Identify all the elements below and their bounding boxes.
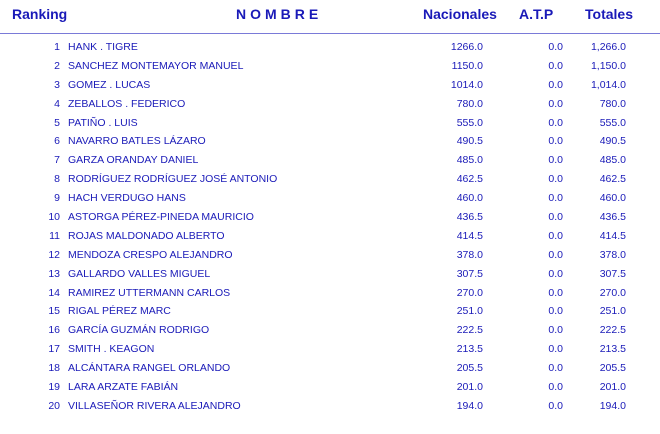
totales-cell: 780.0 — [599, 97, 626, 110]
atp-cell: 0.0 — [548, 381, 563, 394]
atp-cell: 0.0 — [548, 267, 563, 280]
rank-cell: 4 — [54, 97, 60, 110]
player-name-cell: SMITH . KEAGON — [68, 343, 155, 356]
nacionales-cell: 414.5 — [456, 229, 483, 242]
rank-cell: 15 — [48, 305, 60, 318]
nacionales-cell: 436.5 — [456, 211, 483, 224]
player-name-cell: LARA ARZATE FABIÁN — [68, 381, 179, 394]
nacionales-cell: 1150.0 — [451, 59, 483, 72]
table-row — [0, 114, 660, 133]
atp-cell: 0.0 — [548, 154, 563, 167]
player-name-cell: HANK . TIGRE — [68, 41, 138, 53]
atp-cell: 0.0 — [548, 305, 563, 318]
rank-cell: 2 — [54, 59, 60, 72]
nacionales-cell: 270.0 — [456, 286, 483, 299]
atp-cell: 0.0 — [548, 97, 563, 110]
rank-cell: 16 — [48, 324, 60, 337]
player-name-cell: GALLARDO VALLES MIGUEL — [68, 267, 211, 280]
header-nacionales: Nacionales — [423, 6, 497, 22]
player-name-cell: ZEBALLOS . FEDERICO — [68, 97, 186, 110]
totales-cell: 414.5 — [599, 229, 626, 242]
rank-cell: 9 — [54, 192, 60, 205]
table-row — [0, 189, 660, 208]
nacionales-cell: 251.0 — [456, 305, 483, 318]
ranking-table-body — [0, 38, 660, 416]
atp-cell: 0.0 — [548, 211, 563, 224]
header-nombre: NOMBRE — [236, 6, 323, 22]
totales-cell: 490.5 — [599, 135, 626, 148]
table-row — [0, 359, 660, 378]
player-name-cell: VILLASEÑOR RIVERA ALEJANDRO — [68, 399, 241, 412]
rank-cell: 13 — [48, 267, 60, 280]
table-row — [0, 208, 660, 227]
totales-cell: 436.5 — [599, 211, 626, 224]
rank-cell: 14 — [48, 286, 60, 299]
rank-cell: 19 — [48, 381, 60, 394]
table-row — [0, 57, 660, 76]
nacionales-cell: 460.0 — [456, 192, 483, 205]
player-name-cell: GOMEZ . LUCAS — [68, 78, 151, 91]
table-row — [0, 246, 660, 265]
nacionales-cell: 555.0 — [456, 116, 483, 129]
nacionales-cell: 194.0 — [456, 399, 483, 412]
player-name-cell: RAMIREZ UTTERMANN CARLOS — [68, 286, 231, 299]
rank-cell: 12 — [48, 248, 60, 261]
table-row — [0, 95, 660, 114]
rank-cell: 7 — [54, 154, 60, 167]
totales-cell: 1,266.0 — [590, 41, 626, 53]
atp-cell: 0.0 — [548, 324, 563, 337]
table-row — [0, 284, 660, 303]
player-name-cell: SANCHEZ MONTEMAYOR MANUEL — [68, 59, 244, 72]
player-name-cell: ASTORGA PÉREZ-PINEDA MAURICIO — [68, 211, 254, 224]
table-row — [0, 38, 660, 57]
totales-cell: 1,150.0 — [590, 59, 626, 72]
atp-cell: 0.0 — [548, 78, 563, 91]
rank-cell: 6 — [54, 135, 60, 148]
totales-cell: 270.0 — [599, 286, 626, 299]
table-row — [0, 321, 660, 340]
ranking-table-header — [0, 0, 660, 34]
rank-cell: 3 — [54, 78, 60, 91]
table-row — [0, 170, 660, 189]
totales-cell: 213.5 — [599, 343, 626, 356]
table-row — [0, 302, 660, 321]
rank-cell: 17 — [48, 343, 60, 356]
table-row — [0, 397, 660, 416]
totales-cell: 555.0 — [599, 116, 626, 129]
atp-cell: 0.0 — [548, 41, 563, 53]
nacionales-cell: 1014.0 — [450, 78, 483, 91]
player-name-cell: RODRÍGUEZ RODRÍGUEZ JOSÉ ANTONIO — [68, 173, 278, 186]
table-row — [0, 132, 660, 151]
player-name-cell: HACH VERDUGO HANS — [68, 192, 186, 205]
player-name-cell: PATIÑO . LUIS — [68, 116, 138, 129]
nacionales-cell: 201.0 — [456, 381, 483, 394]
nacionales-cell: 205.5 — [456, 362, 483, 375]
nacionales-cell: 485.0 — [456, 154, 483, 167]
atp-cell: 0.0 — [548, 59, 563, 72]
player-name-cell: GARZA ORANDAY DANIEL — [68, 154, 199, 167]
rank-cell: 20 — [48, 399, 60, 412]
atp-cell: 0.0 — [548, 229, 563, 242]
nacionales-cell: 378.0 — [456, 248, 483, 261]
totales-cell: 205.5 — [599, 362, 626, 375]
rank-cell: 11 — [49, 229, 60, 242]
nacionales-cell: 213.5 — [456, 343, 483, 356]
totales-cell: 485.0 — [599, 154, 626, 167]
player-name-cell: GARCÍA GUZMÁN RODRIGO — [68, 324, 210, 337]
player-name-cell: ROJAS MALDONADO ALBERTO — [68, 229, 225, 242]
nacionales-cell: 462.5 — [456, 173, 483, 186]
rank-cell: 5 — [54, 116, 60, 129]
header-totales: Totales — [585, 6, 633, 22]
rank-cell: 1 — [54, 41, 60, 53]
totales-cell: 462.5 — [599, 173, 626, 186]
totales-cell: 251.0 — [599, 305, 626, 318]
totales-cell: 194.0 — [599, 399, 626, 412]
nacionales-cell: 780.0 — [456, 97, 483, 110]
atp-cell: 0.0 — [548, 399, 563, 412]
rank-cell: 8 — [54, 173, 60, 186]
atp-cell: 0.0 — [548, 135, 563, 148]
atp-cell: 0.0 — [548, 362, 563, 375]
header-divider — [0, 33, 660, 34]
atp-cell: 0.0 — [548, 343, 563, 356]
totales-cell: 307.5 — [599, 267, 626, 280]
atp-cell: 0.0 — [548, 286, 563, 299]
table-row — [0, 151, 660, 170]
header-atp: A.T.P — [519, 6, 554, 22]
header-ranking: Ranking — [12, 6, 68, 22]
nacionales-cell: 307.5 — [456, 267, 483, 280]
table-row — [0, 265, 660, 284]
nacionales-cell: 490.5 — [456, 135, 483, 148]
nacionales-cell: 1266.0 — [450, 41, 483, 53]
atp-cell: 0.0 — [548, 116, 563, 129]
atp-cell: 0.0 — [548, 192, 563, 205]
totales-cell: 1,014.0 — [590, 78, 626, 91]
player-name-cell: NAVARRO BATLES LÁZARO — [68, 135, 206, 148]
rank-cell: 18 — [48, 362, 60, 375]
table-row — [0, 340, 660, 359]
player-name-cell: MENDOZA CRESPO ALEJANDRO — [68, 248, 233, 261]
rank-cell: 10 — [48, 211, 60, 224]
atp-cell: 0.0 — [548, 248, 563, 261]
totales-cell: 201.0 — [599, 381, 626, 394]
atp-cell: 0.0 — [548, 173, 563, 186]
totales-cell: 460.0 — [599, 192, 626, 205]
player-name-cell: ALCÁNTARA RANGEL ORLANDO — [68, 362, 231, 375]
table-row — [0, 378, 660, 397]
nacionales-cell: 222.5 — [456, 324, 483, 337]
totales-cell: 222.5 — [599, 324, 626, 337]
table-row — [0, 227, 660, 246]
table-row — [0, 76, 660, 95]
player-name-cell: RIGAL PÉREZ MARC — [68, 305, 171, 318]
totales-cell: 378.0 — [599, 248, 626, 261]
